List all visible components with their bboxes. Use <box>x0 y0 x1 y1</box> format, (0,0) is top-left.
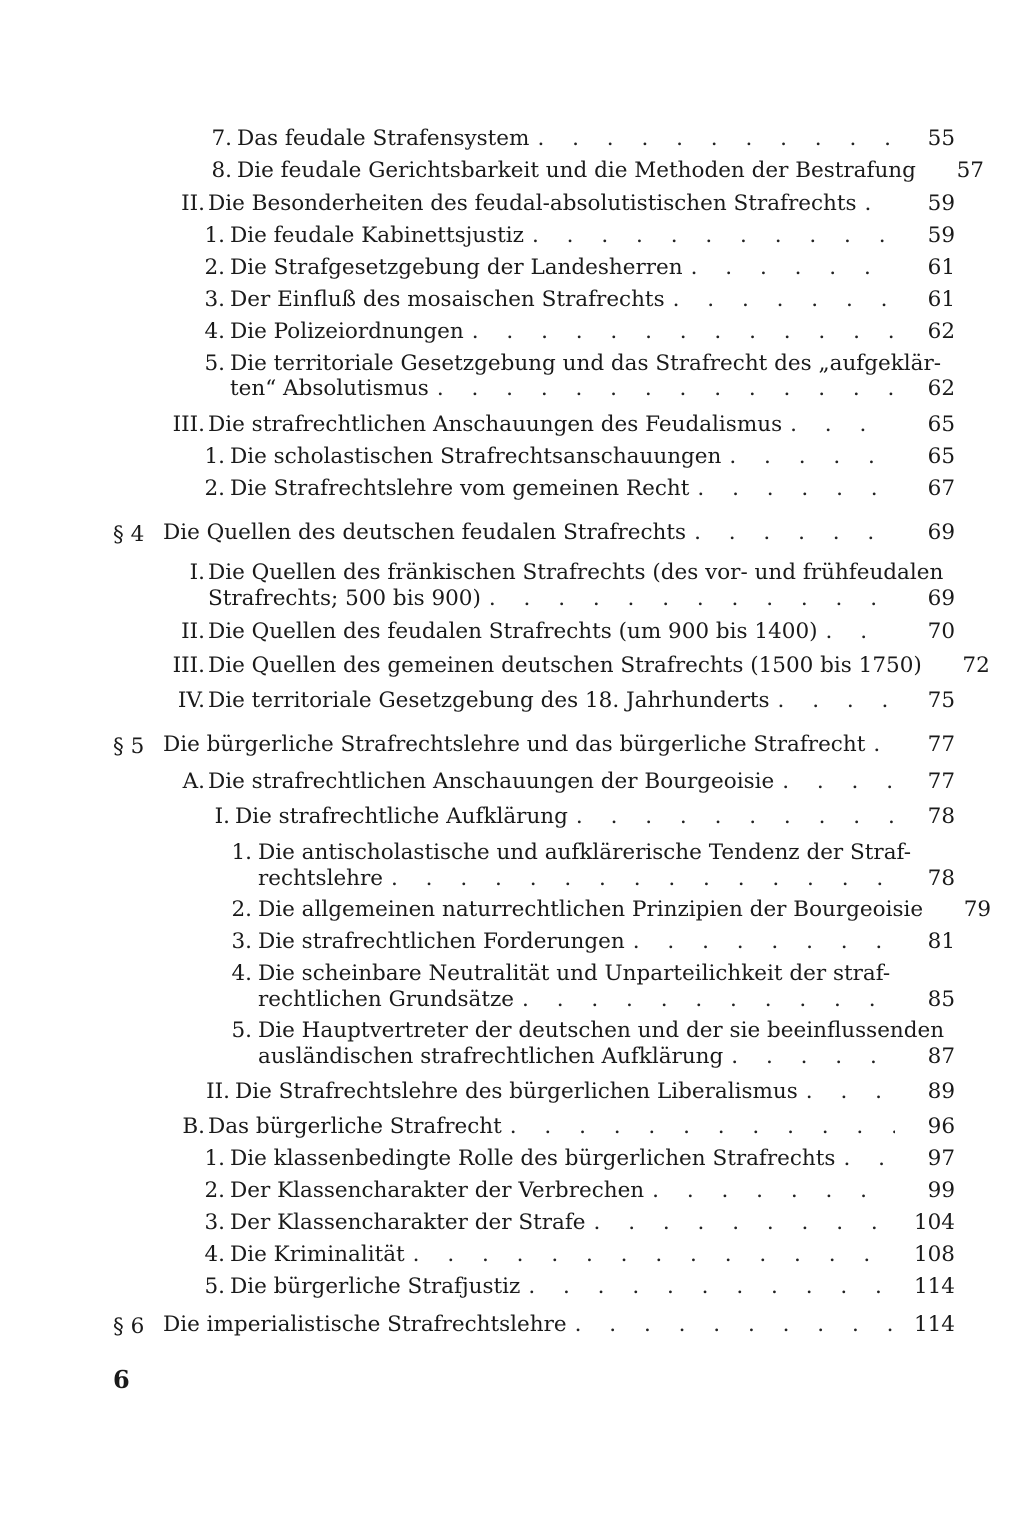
entry-title: Die Quellen des gemeinen deutschen Strafrechts (1500 bis 1750) <box>208 653 922 678</box>
dot-leader <box>835 1148 895 1170</box>
toc-entry-line <box>0 193 955 215</box>
page-number-ref: 108 <box>913 1242 955 1267</box>
toc-entry-line <box>0 1314 955 1336</box>
toc-entry-line <box>0 522 955 544</box>
entry-title: Die scheinbare Neutralität und Unparteilichkeit der straf- <box>258 961 891 986</box>
entry-title: Der Klassencharakter der Verbrechen <box>230 1178 645 1203</box>
entry-title: Die imperialistische Strafrechtslehre <box>163 1312 567 1337</box>
page-number-ref: 85 <box>927 987 955 1012</box>
dot-leader <box>567 1314 895 1336</box>
entry-title: Die Strafrechtslehre des bürgerlichen Liberalismus <box>235 1079 798 1104</box>
toc-entry-line <box>0 931 955 953</box>
entry-number: IV. <box>177 688 205 713</box>
entry-title: Das bürgerliche Strafrecht <box>208 1114 502 1139</box>
toc-entry-line <box>0 1276 955 1298</box>
toc-entry-line <box>0 1148 955 1170</box>
toc-entry-line <box>0 897 992 922</box>
entry-number: 5. <box>204 351 225 376</box>
dot-leader <box>405 1244 895 1266</box>
section-number: § 4 <box>113 522 145 547</box>
entry-title: Die Quellen des fränkischen Strafrechts (des vor- und frühfeudalen <box>208 560 944 585</box>
entry-title-continuation: rechtslehre <box>258 866 384 891</box>
toc-entry-line <box>0 225 955 247</box>
page-number-ref: 61 <box>927 255 955 280</box>
dot-leader <box>774 771 895 793</box>
entry-number: 3. <box>204 287 225 312</box>
toc-entry-line <box>0 414 955 436</box>
entry-number: 2. <box>204 476 225 501</box>
entry-title: Die strafrechtlichen Forderungen <box>258 929 625 954</box>
dot-leader <box>723 1046 895 1068</box>
toc-entry-continuation <box>258 868 955 890</box>
page-number-ref: 62 <box>927 376 955 401</box>
dot-leader <box>529 128 895 150</box>
entry-title: Die strafrechtliche Aufklärung <box>235 804 568 829</box>
page-number-ref: 77 <box>927 769 955 794</box>
toc-entry-line <box>0 289 955 311</box>
page-number-ref: 61 <box>927 287 955 312</box>
toc-entry-line <box>0 562 955 584</box>
page-number-ref: 75 <box>927 688 955 713</box>
page-number-ref: 70 <box>927 619 955 644</box>
page-number-ref: 114 <box>913 1274 955 1299</box>
toc-entry-line <box>0 478 955 500</box>
page-number-ref: 81 <box>927 929 955 954</box>
page-number-ref: 69 <box>927 520 955 545</box>
dot-leader <box>514 989 895 1011</box>
entry-title: Die Quellen des deutschen feudalen Strafrechts <box>163 520 687 545</box>
page-number-ref: 65 <box>927 444 955 469</box>
page-number-ref: 89 <box>927 1079 955 1104</box>
dot-leader <box>721 446 895 468</box>
dot-leader <box>798 1081 895 1103</box>
section-number: § 6 <box>113 1314 145 1339</box>
dot-leader <box>689 478 895 500</box>
dot-leader <box>383 868 895 890</box>
toc-entry-line <box>0 128 955 150</box>
entry-number: III. <box>172 653 205 678</box>
dot-leader <box>782 414 895 436</box>
page-number-ref: 67 <box>927 476 955 501</box>
toc-entry-line <box>0 963 955 985</box>
entry-title: Die feudale Gerichtsbarkeit und die Methoden der Bestrafung <box>237 158 916 183</box>
entry-number: II. <box>181 619 205 644</box>
entry-number: 4. <box>204 1242 225 1267</box>
toc-entry-line <box>0 842 955 864</box>
dot-leader <box>568 806 895 828</box>
entry-number: II. <box>181 191 205 216</box>
page-number-ref: 87 <box>927 1044 955 1069</box>
entry-title: Das feudale Strafensystem <box>237 126 530 151</box>
entry-number: 7. <box>211 126 232 151</box>
entry-number: 5. <box>204 1274 225 1299</box>
toc-entry-continuation <box>258 1046 955 1068</box>
entry-number: 3. <box>231 929 252 954</box>
entry-title: Die strafrechtlichen Anschauungen der Bourgeoisie <box>208 769 775 794</box>
entry-title: Der Einfluß des mosaischen Strafrechts <box>230 287 665 312</box>
entry-title-continuation: rechtlichen Grundsätze <box>258 987 515 1012</box>
entry-title-continuation: ausländischen strafrechtlichen Aufklärung <box>258 1044 724 1069</box>
entry-number: A. <box>182 769 205 794</box>
toc-entry-line <box>0 446 955 468</box>
entry-title-continuation: ten“ Absolutismus <box>230 376 429 401</box>
entry-title: Der Klassencharakter der Strafe <box>230 1210 586 1235</box>
page-number-ref: 59 <box>927 223 955 248</box>
entry-title: Die Besonderheiten des feudal-absolutistischen Strafrechts <box>208 191 857 216</box>
page-number-ref: 55 <box>927 126 955 151</box>
entry-number: B. <box>182 1114 205 1139</box>
toc-entry-line <box>0 1212 955 1234</box>
page-number-ref: 65 <box>927 412 955 437</box>
toc-entry-line <box>0 158 984 183</box>
entry-number: 4. <box>204 319 225 344</box>
dot-leader <box>683 257 895 279</box>
entry-title: Die Strafgesetzgebung der Landesherren <box>230 255 683 280</box>
toc-entry-line <box>0 321 955 343</box>
page-number: 6 <box>113 1365 130 1394</box>
dot-leader <box>922 655 930 677</box>
entry-number: 3. <box>204 1210 225 1235</box>
toc-entry-line <box>0 653 990 678</box>
toc-entry-line <box>0 1081 955 1103</box>
entry-number: 1. <box>231 840 252 865</box>
entry-title: Die territoriale Gesetzgebung und das Strafrecht des „aufgeklär- <box>230 351 942 376</box>
page-number-ref: 79 <box>963 897 992 922</box>
dot-leader <box>916 160 924 182</box>
entry-title: Die scholastischen Strafrechtsanschauungen <box>230 444 722 469</box>
dot-leader <box>520 1276 895 1298</box>
page-number-ref: 114 <box>913 1312 955 1337</box>
entry-number: 2. <box>231 897 252 922</box>
entry-title: Die territoriale Gesetzgebung des 18. Jahrhunderts <box>208 688 770 713</box>
page-number-ref: 77 <box>927 732 955 757</box>
entry-title: Die klassenbedingte Rolle des bürgerlichen Strafrechts <box>230 1146 836 1171</box>
dot-leader <box>686 522 895 544</box>
dot-leader <box>625 931 895 953</box>
entry-number: 1. <box>204 444 225 469</box>
dot-leader <box>464 321 895 343</box>
dot-leader <box>865 734 895 756</box>
page-number-ref: 104 <box>913 1210 955 1235</box>
toc-entry-line <box>0 1180 955 1202</box>
entry-number: 5. <box>231 1018 252 1043</box>
dot-leader <box>665 289 895 311</box>
entry-number: I. <box>189 560 205 585</box>
entry-title-continuation: Strafrechts; 500 bis 900) <box>208 586 481 611</box>
entry-title: Die Strafrechtslehre vom gemeinen Recht <box>230 476 690 501</box>
toc-entry-line <box>0 621 955 643</box>
page-number-ref: 78 <box>927 804 955 829</box>
toc-entry-line <box>0 690 955 712</box>
entry-title: Die Hauptvertreter der deutschen und der sie beeinflussenden <box>258 1018 945 1043</box>
section-number: § 5 <box>113 734 145 759</box>
entry-title: Die bürgerliche Strafrechtslehre und das bürgerliche Strafrecht <box>163 732 866 757</box>
toc-entry-line <box>0 353 955 375</box>
toc-entry-line <box>0 1116 955 1138</box>
toc-entry-line <box>0 1244 955 1266</box>
page-number-ref: 57 <box>956 158 984 183</box>
toc-entry-continuation <box>208 588 955 610</box>
toc-entry-line <box>0 734 955 756</box>
entry-title: Die strafrechtlichen Anschauungen des Feudalismus <box>208 412 783 437</box>
entry-number: I. <box>214 804 230 829</box>
entry-number: 1. <box>204 223 225 248</box>
page-number-ref: 97 <box>927 1146 955 1171</box>
dot-leader <box>524 225 895 247</box>
entry-title: Die antischolastische und aufklärerische Tendenz der Straf- <box>258 840 911 865</box>
entry-title: Die Polizeiordnungen <box>230 319 464 344</box>
entry-number: III. <box>172 412 205 437</box>
entry-title: Die Quellen des feudalen Strafrechts (um 900 bis 1400) <box>208 619 818 644</box>
entry-title: Die bürgerliche Strafjustiz <box>230 1274 521 1299</box>
entry-number: 4. <box>231 961 252 986</box>
toc-entry-continuation <box>258 989 955 1011</box>
dot-leader <box>923 899 931 921</box>
page-number-ref: 78 <box>927 866 955 891</box>
dot-leader <box>586 1212 895 1234</box>
page-number-ref: 72 <box>962 653 990 678</box>
entry-number: 8. <box>211 158 232 183</box>
dot-leader <box>429 378 895 400</box>
entry-title: Die feudale Kabinettsjustiz <box>230 223 525 248</box>
dot-leader <box>857 193 895 215</box>
dot-leader <box>481 588 895 610</box>
entry-title: Die allgemeinen naturrechtlichen Prinzipien der Bourgeoisie <box>258 897 924 922</box>
entry-number: 2. <box>204 1178 225 1203</box>
page-number-ref: 62 <box>927 319 955 344</box>
page-number-ref: 99 <box>927 1178 955 1203</box>
entry-number: II. <box>206 1079 230 1104</box>
entry-title: Die Kriminalität <box>230 1242 405 1267</box>
toc-entry-continuation <box>230 378 955 400</box>
entry-number: 1. <box>204 1146 225 1171</box>
toc-entry-line <box>0 806 955 828</box>
page-number-ref: 96 <box>927 1114 955 1139</box>
dot-leader <box>502 1116 895 1138</box>
toc-entry-line <box>0 771 955 793</box>
dot-leader <box>644 1180 895 1202</box>
dot-leader <box>770 690 895 712</box>
entry-number: 2. <box>204 255 225 280</box>
toc-entry-line <box>0 257 955 279</box>
dot-leader <box>818 621 895 643</box>
toc-entry-line <box>0 1020 955 1042</box>
page-number-ref: 69 <box>927 586 955 611</box>
page-number-ref: 59 <box>927 191 955 216</box>
